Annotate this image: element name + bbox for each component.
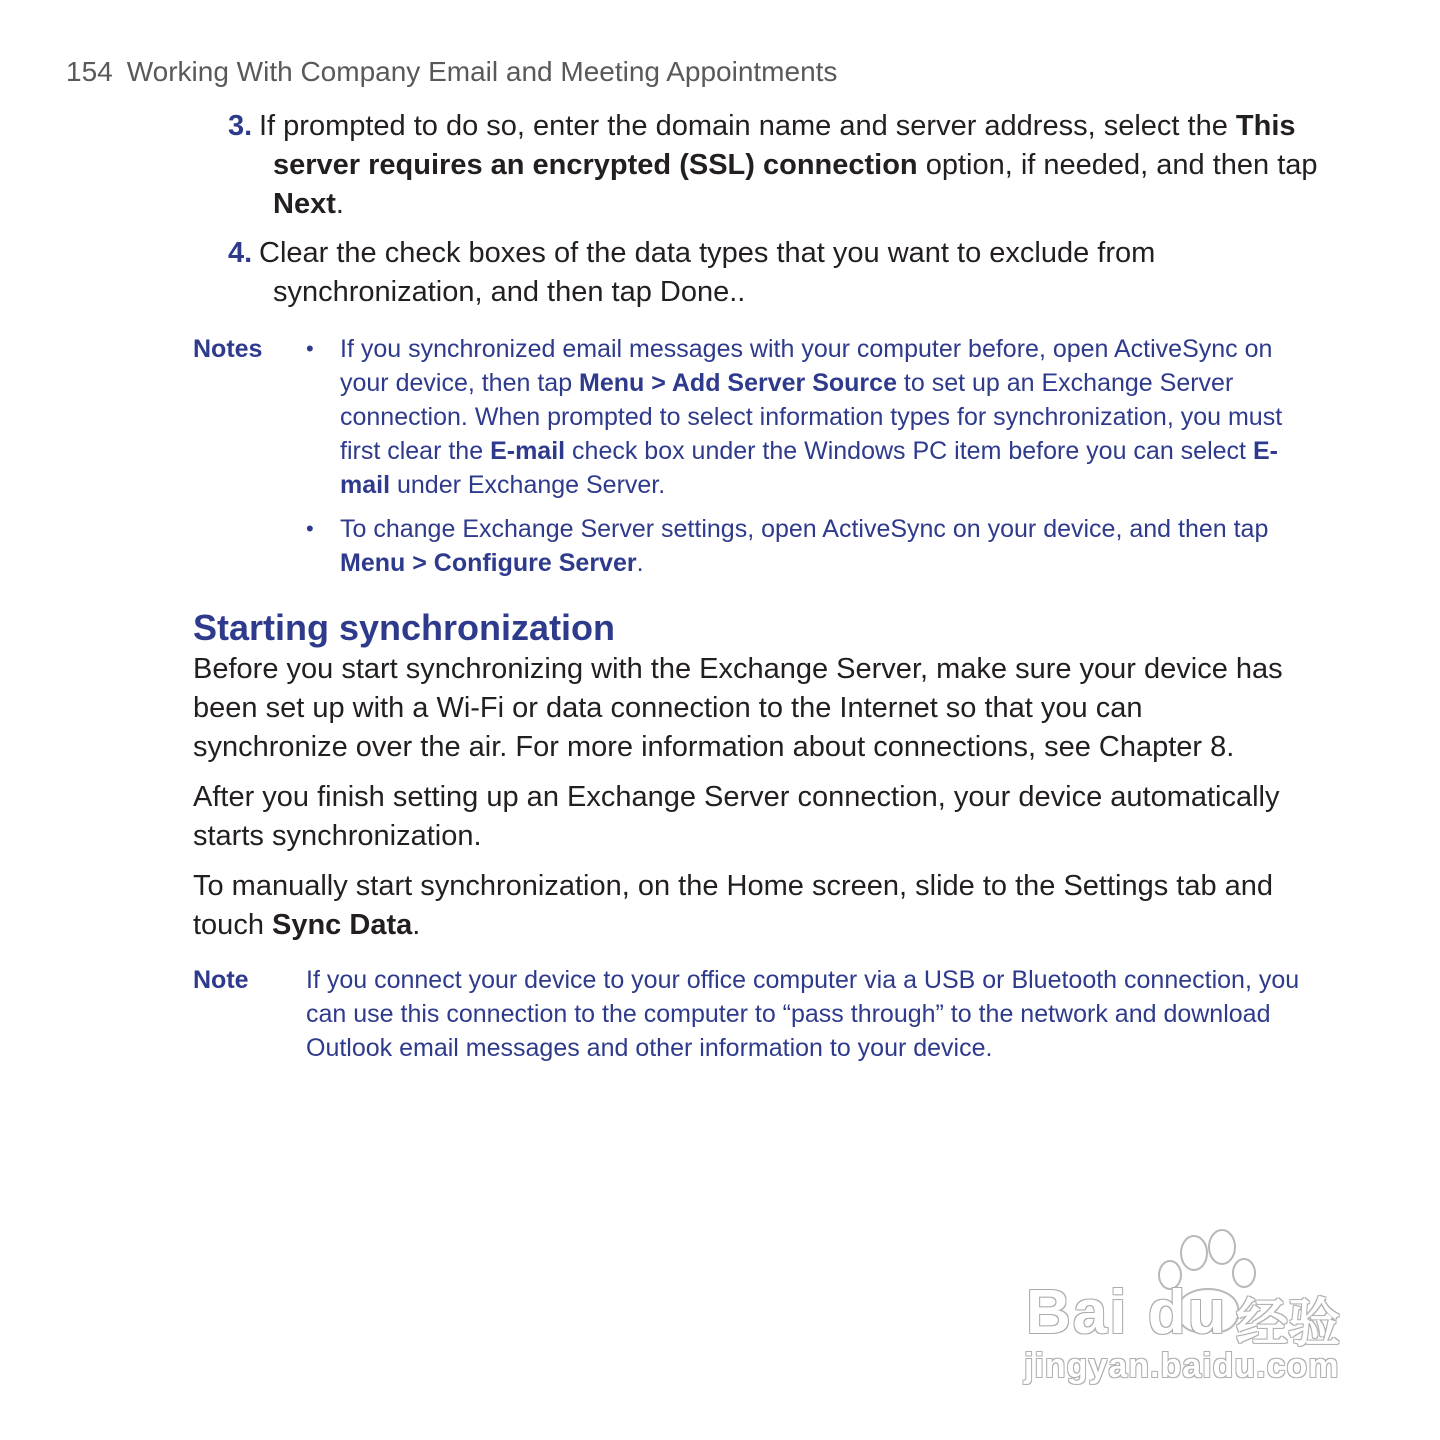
email-label: E-mail	[490, 437, 566, 465]
step-text: Clear the check boxes of the data types that you want to exclude from synchronization, and then tap Done..	[259, 237, 1156, 308]
baidu-watermark	[1018, 1225, 1358, 1395]
chapter-title: Working With Company Email and Meeting Appointments	[126, 56, 838, 87]
bullet-icon: •	[306, 516, 314, 541]
menu-configure-server: Menu > Configure Server	[340, 549, 637, 577]
step-text: If prompted to do so, enter the domain name and server address, select the This server requires an encrypted (SSL) connection option, if needed, and then tap Next.	[259, 110, 1318, 220]
note-item: • If you synchronized email messages with your computer before, open ActiveSync on your device, then tap Menu > Add Server Source to set up an Exchange Server connection. When prompted to select information types for synchronization, you must first clear the E-mail check box under the Windows PC item before you can select E-mail under Exchange Server.	[193, 332, 1308, 502]
notes-list	[193, 332, 1308, 580]
running-header	[66, 56, 837, 88]
step-4	[228, 234, 1318, 312]
page-number: 154	[66, 56, 113, 87]
note-item: • To change Exchange Server settings, open ActiveSync on your device, and then tap Menu > Configure Server.	[193, 512, 1308, 580]
menu-add-server-source: Menu > Add Server Source	[579, 369, 897, 397]
watermark-url: jingyan.baidu.com	[1024, 1347, 1340, 1385]
note-text: If you connect your device to your office computer via a USB or Bluetooth connection, you can use this connection to the computer to “pass through” to the network and download Outlook email messages and other information to your device.	[306, 966, 1300, 1062]
note-block	[193, 963, 1308, 1065]
step-number: 4.	[228, 237, 253, 269]
paragraph: Before you start synchronizing with the Exchange Server, make sure your device has been set up with a Wi-Fi or data connection to the Internet so that you can synchronize over the air. For more information about connections, see Chapter 8.	[193, 653, 1283, 763]
step-3	[228, 107, 1318, 224]
notes-block	[193, 332, 1308, 590]
next-label: Next	[273, 188, 336, 220]
email-label: E-mail	[340, 437, 1278, 499]
note-label: Note	[193, 966, 249, 994]
watermark-cn: 经验	[1236, 1295, 1341, 1353]
paragraph: After you finish setting up an Exchange Server connection, your device automatically starts synchronization.	[193, 781, 1280, 852]
paragraph: To manually start synchronization, on the Home screen, slide to the Settings tab and touch Sync Data.	[193, 870, 1274, 941]
notes-label: Notes	[193, 335, 263, 363]
section-heading: Starting synchronization	[193, 607, 616, 648]
step-list	[228, 107, 1318, 322]
section-starting-sync	[193, 606, 1303, 956]
watermark-brand: Bai du	[1026, 1278, 1228, 1347]
sync-data-label: Sync Data	[272, 909, 413, 941]
bullet-icon: •	[306, 336, 314, 361]
ssl-option-label: This server requires an encrypted (SSL) connection	[273, 110, 1296, 181]
step-number: 3.	[228, 110, 253, 142]
